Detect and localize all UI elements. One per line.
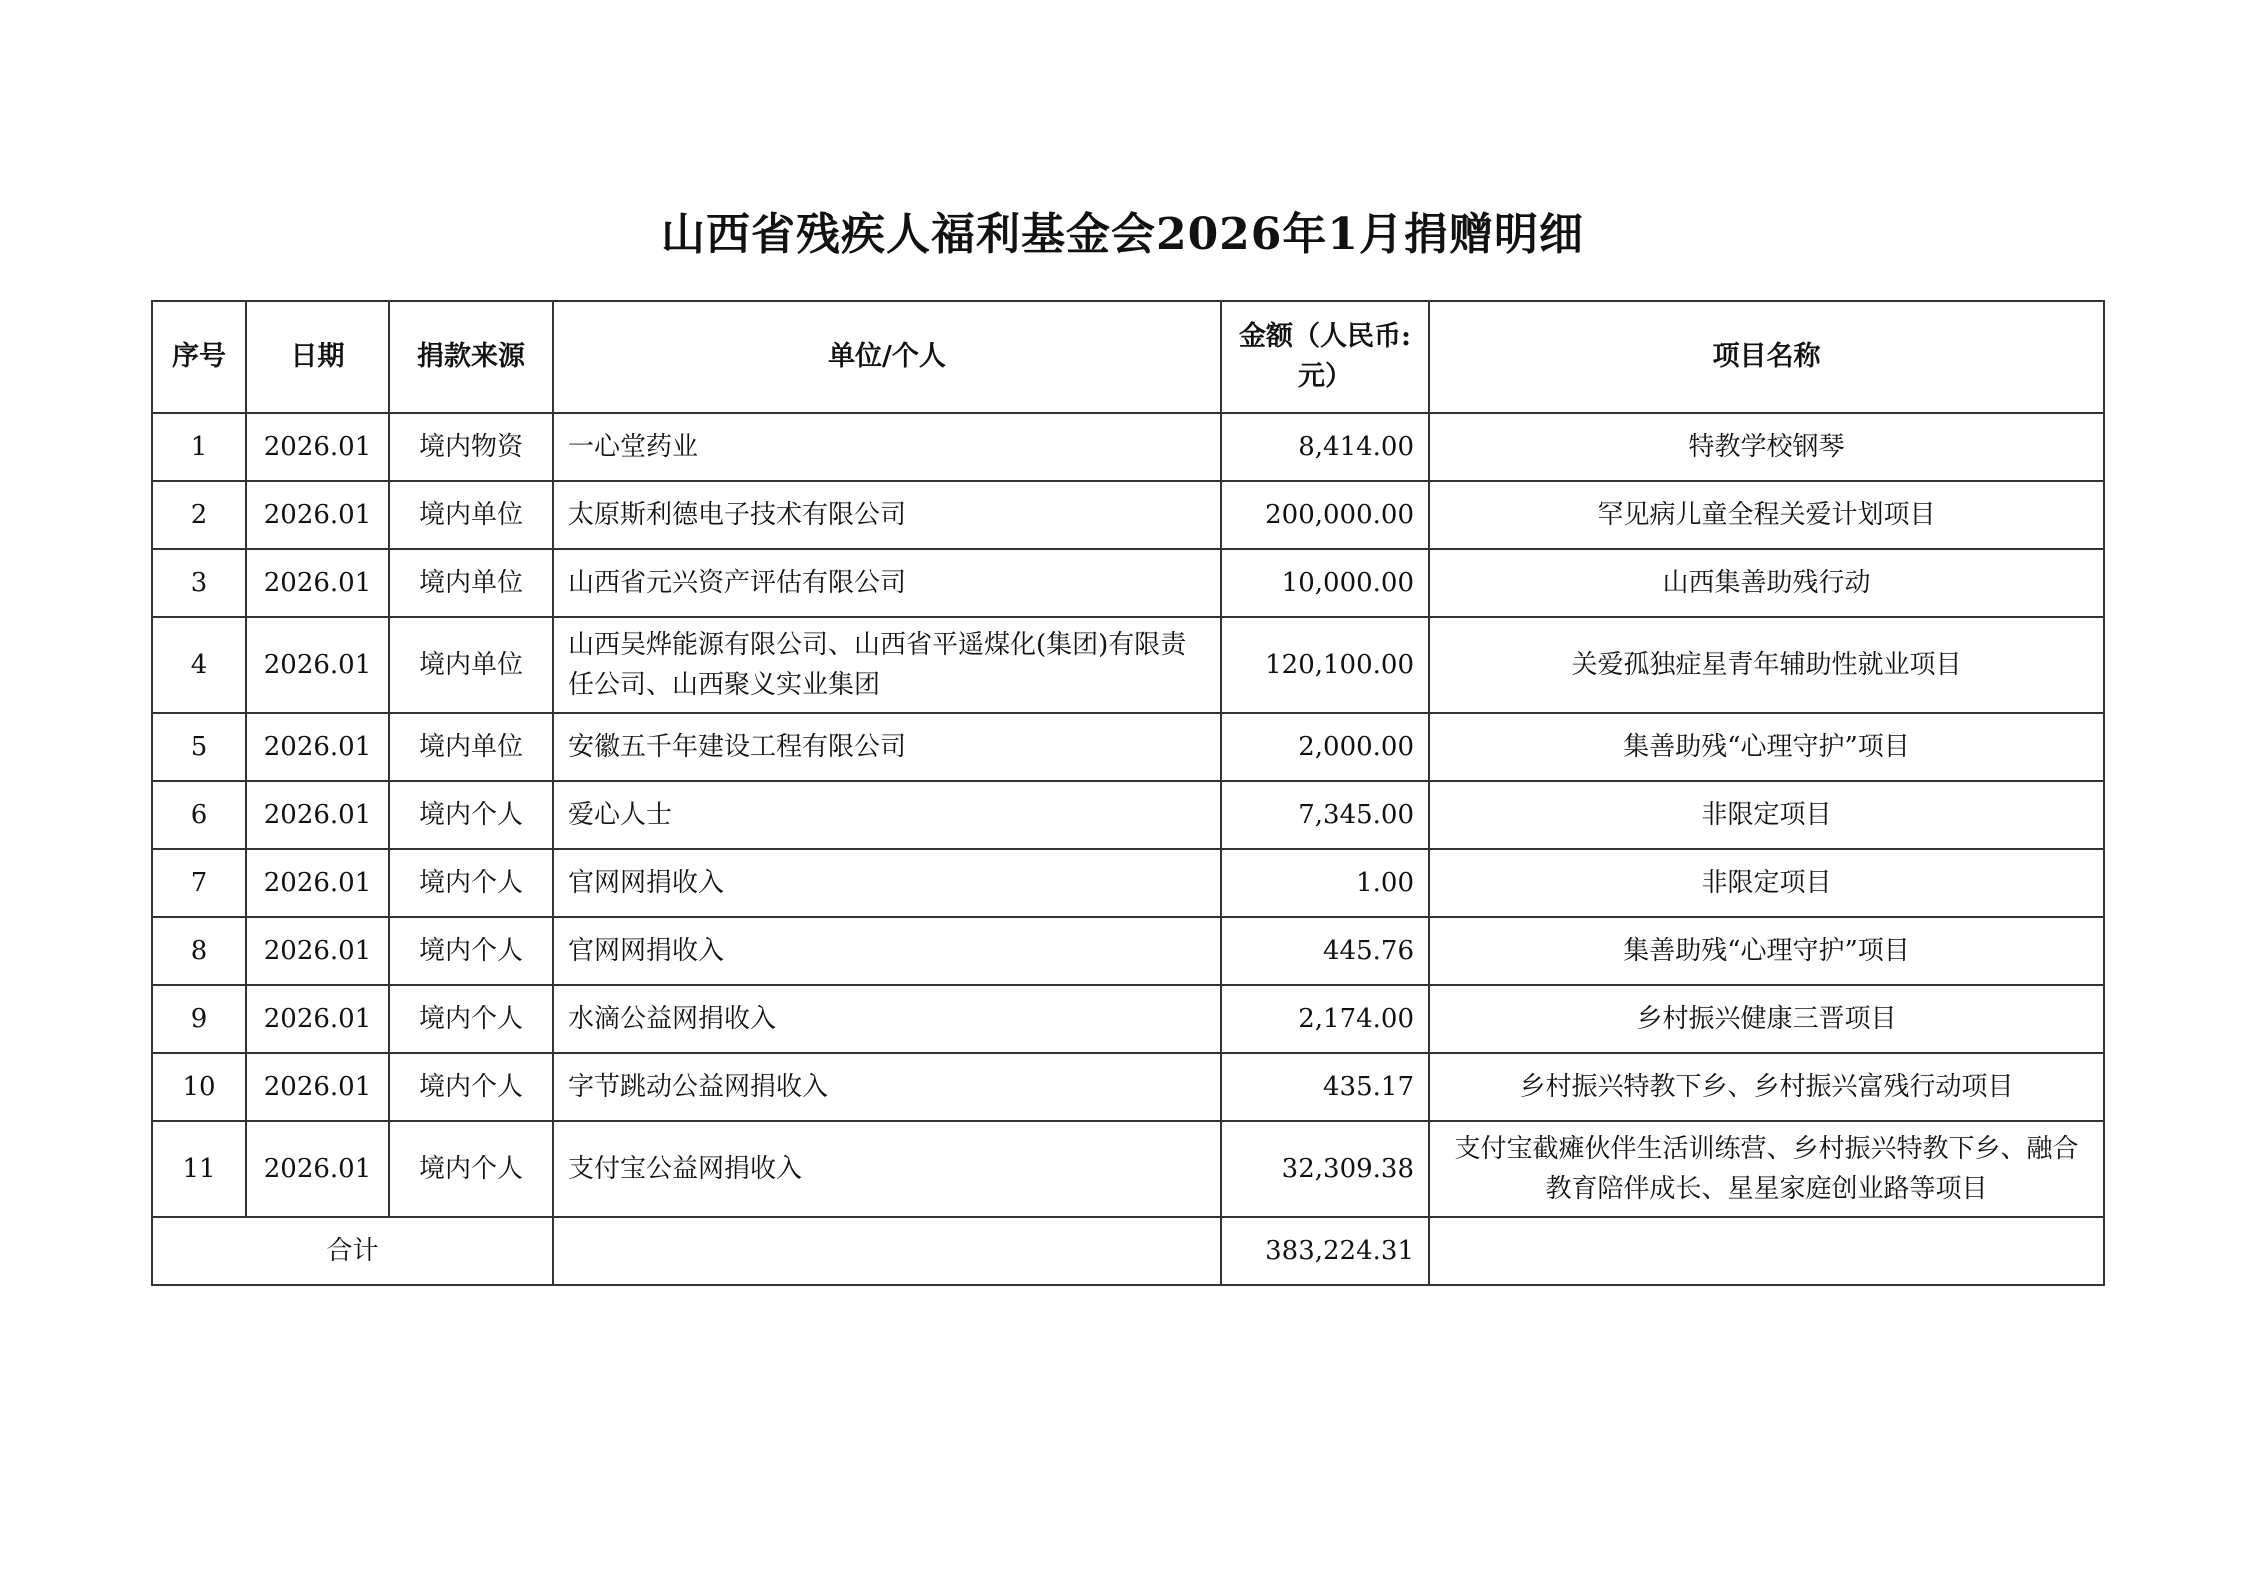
cell-source: 境内物资 <box>389 413 553 481</box>
total-donor-empty <box>553 1217 1221 1285</box>
cell-seq: 1 <box>152 413 246 481</box>
cell-amount: 7,345.00 <box>1221 781 1429 849</box>
table-row <box>152 413 2104 481</box>
cell-project: 关爱孤独症星青年辅助性就业项目 <box>1429 617 2104 713</box>
cell-project: 罕见病儿童全程关爱计划项目 <box>1429 481 2104 549</box>
cell-project: 非限定项目 <box>1429 781 2104 849</box>
header-project: 项目名称 <box>1429 301 2104 413</box>
cell-source: 境内单位 <box>389 713 553 781</box>
table-header-row <box>152 301 2104 413</box>
header-donor: 单位/个人 <box>553 301 1221 413</box>
cell-date: 2026.01 <box>246 413 389 481</box>
cell-seq: 7 <box>152 849 246 917</box>
cell-project: 山西集善助残行动 <box>1429 549 2104 617</box>
header-seq: 序号 <box>152 301 246 413</box>
cell-source: 境内单位 <box>389 549 553 617</box>
table-row <box>152 549 2104 617</box>
cell-source: 境内个人 <box>389 985 553 1053</box>
cell-date: 2026.01 <box>246 713 389 781</box>
cell-seq: 11 <box>152 1121 246 1217</box>
cell-source: 境内单位 <box>389 481 553 549</box>
cell-donor: 安徽五千年建设工程有限公司 <box>553 713 1221 781</box>
cell-seq: 2 <box>152 481 246 549</box>
cell-date: 2026.01 <box>246 1053 389 1121</box>
cell-donor: 爱心人士 <box>553 781 1221 849</box>
cell-date: 2026.01 <box>246 849 389 917</box>
table-row <box>152 781 2104 849</box>
cell-seq: 4 <box>152 617 246 713</box>
cell-date: 2026.01 <box>246 617 389 713</box>
cell-date: 2026.01 <box>246 549 389 617</box>
cell-donor: 官网网捐收入 <box>553 917 1221 985</box>
header-source: 捐款来源 <box>389 301 553 413</box>
cell-amount: 10,000.00 <box>1221 549 1429 617</box>
cell-project: 乡村振兴健康三晋项目 <box>1429 985 2104 1053</box>
cell-source: 境内个人 <box>389 1121 553 1217</box>
page-title: 山西省残疾人福利基金会2026年1月捐赠明细 <box>660 209 1585 260</box>
cell-amount: 2,000.00 <box>1221 713 1429 781</box>
cell-seq: 6 <box>152 781 246 849</box>
total-row <box>152 1217 2104 1285</box>
cell-project: 支付宝截瘫伙伴生活训练营、乡村振兴特教下乡、融合教育陪伴成长、星星家庭创业路等项目 <box>1429 1121 2104 1217</box>
cell-project: 非限定项目 <box>1429 849 2104 917</box>
cell-seq: 10 <box>152 1053 246 1121</box>
table-row <box>152 481 2104 549</box>
total-label: 合计 <box>152 1217 553 1285</box>
donation-table <box>151 300 2105 1286</box>
cell-amount: 8,414.00 <box>1221 413 1429 481</box>
cell-donor: 太原斯利德电子技术有限公司 <box>553 481 1221 549</box>
table-row <box>152 985 2104 1053</box>
cell-amount: 32,309.38 <box>1221 1121 1429 1217</box>
cell-donor: 山西吴烨能源有限公司、山西省平遥煤化(集团)有限责任公司、山西聚义实业集团 <box>553 617 1221 713</box>
cell-seq: 9 <box>152 985 246 1053</box>
cell-amount: 1.00 <box>1221 849 1429 917</box>
cell-donor: 支付宝公益网捐收入 <box>553 1121 1221 1217</box>
cell-seq: 3 <box>152 549 246 617</box>
header-amount: 金额（人民币:元） <box>1221 301 1429 413</box>
table-row <box>152 1053 2104 1121</box>
cell-donor: 水滴公益网捐收入 <box>553 985 1221 1053</box>
cell-source: 境内个人 <box>389 917 553 985</box>
cell-source: 境内个人 <box>389 1053 553 1121</box>
total-amount: 383,224.31 <box>1221 1217 1429 1285</box>
table-row <box>152 713 2104 781</box>
header-date: 日期 <box>246 301 389 413</box>
total-project-empty <box>1429 1217 2104 1285</box>
cell-source: 境内个人 <box>389 781 553 849</box>
cell-date: 2026.01 <box>246 781 389 849</box>
cell-project: 集善助残“心理守护”项目 <box>1429 917 2104 985</box>
cell-source: 境内单位 <box>389 617 553 713</box>
cell-date: 2026.01 <box>246 985 389 1053</box>
cell-amount: 435.17 <box>1221 1053 1429 1121</box>
cell-amount: 200,000.00 <box>1221 481 1429 549</box>
cell-donor: 一心堂药业 <box>553 413 1221 481</box>
cell-amount: 120,100.00 <box>1221 617 1429 713</box>
cell-project: 集善助残“心理守护”项目 <box>1429 713 2104 781</box>
cell-donor: 字节跳动公益网捐收入 <box>553 1053 1221 1121</box>
table-row <box>152 1121 2104 1217</box>
cell-project: 特教学校钢琴 <box>1429 413 2104 481</box>
cell-donor: 官网网捐收入 <box>553 849 1221 917</box>
table-row <box>152 617 2104 713</box>
cell-amount: 445.76 <box>1221 917 1429 985</box>
cell-amount: 2,174.00 <box>1221 985 1429 1053</box>
cell-date: 2026.01 <box>246 1121 389 1217</box>
cell-donor: 山西省元兴资产评估有限公司 <box>553 549 1221 617</box>
cell-date: 2026.01 <box>246 917 389 985</box>
cell-source: 境内个人 <box>389 849 553 917</box>
table-row <box>152 917 2104 985</box>
cell-seq: 8 <box>152 917 246 985</box>
cell-project: 乡村振兴特教下乡、乡村振兴富残行动项目 <box>1429 1053 2104 1121</box>
table-row <box>152 849 2104 917</box>
cell-date: 2026.01 <box>246 481 389 549</box>
cell-seq: 5 <box>152 713 246 781</box>
